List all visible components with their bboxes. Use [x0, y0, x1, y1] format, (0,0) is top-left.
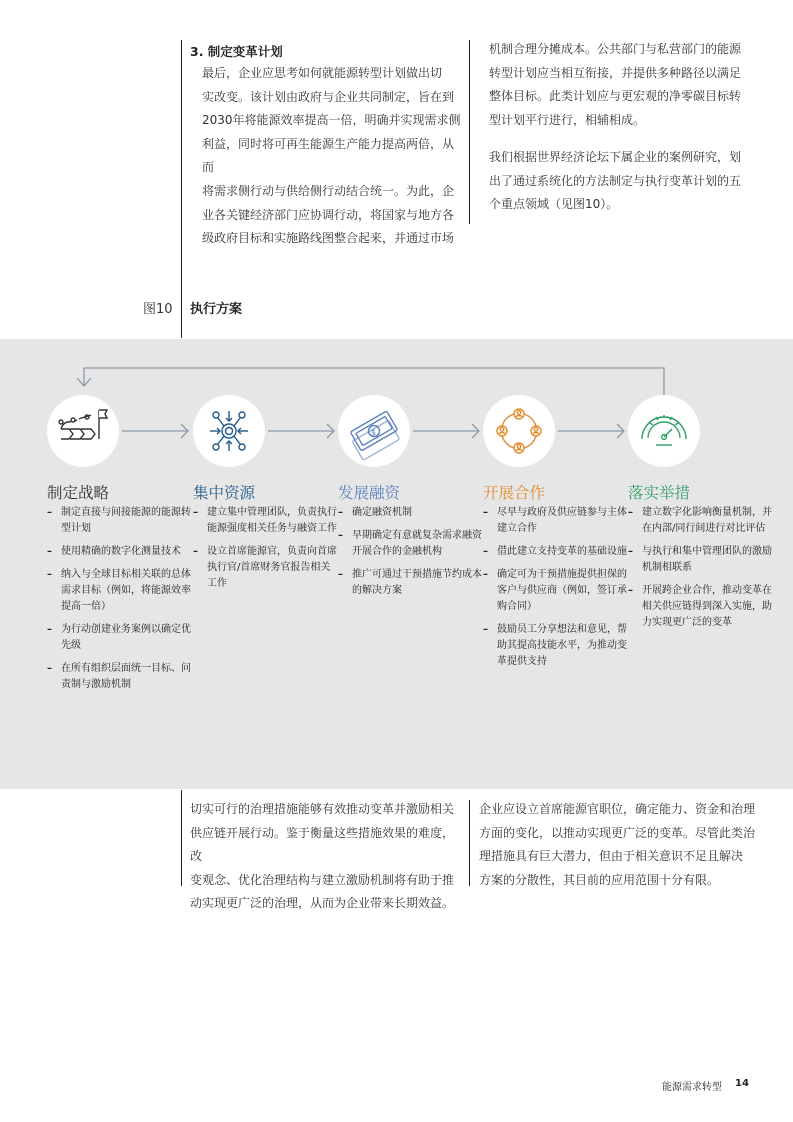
step-list — [483, 505, 628, 677]
list-item: – 建立数字化影响衡量机制，并在内部/同行间进行对比评估 — [628, 505, 773, 537]
step-implementation-circle — [628, 395, 700, 467]
step-arrow — [558, 423, 628, 439]
step-list — [47, 505, 192, 700]
figure-title: 执行方案 — [190, 302, 243, 317]
top-right-paragraph-1: 机制合理分摊成本。公共部门与私营部门的能源 转型计划应当相互衔接，并提供多种路径以满足 整体目标。此类计划应与更宏观的净零碳目标转 型计划平行进行，相辅相成。 — [489, 42, 742, 127]
list-item: – 在所有组织层面统一目标、问责制与激励机制 — [47, 661, 192, 693]
step-title: 开展合作 — [483, 484, 546, 502]
list-item: – 鼓励员工分享想法和意见，帮助其提高技能水平，为推动变革提供支持 — [483, 622, 628, 670]
step-arrow — [268, 423, 338, 439]
list-item: – 建立集中管理团队，负责执行能源强度相关任务与融资工作 — [193, 505, 338, 537]
middle-rule-bottom — [469, 800, 470, 886]
list-item: – 制定直接与间接能源的能源转型计划 — [47, 505, 192, 537]
list-item: – 推广可通过干预措施节约成本的解决方案 — [338, 567, 483, 599]
list-item: – 设立首席能源官，负责向首席执行官/首席财务官报告相关工作 — [193, 544, 338, 592]
list-item: – 确定融资机制 — [338, 505, 483, 521]
step-finance-circle — [338, 395, 410, 467]
bottom-right-paragraph: 企业应设立首席能源官职位，确定能力、资金和治理 方面的变化，以推动实现更广泛的变革。尽管此类治 理措施具有巨大潜力，但由于相关意识不足且解决 方案的分散性，其目前的应用范围十分有限。 — [479, 802, 756, 887]
list-item: – 开展跨企业合作，推动变革在相关供应链得到深入实施，助力实现更广泛的变革 — [628, 583, 773, 631]
left-rule-top — [181, 40, 182, 338]
bottom-left-paragraph: 切实可行的治理措施能够有效推动变革并激励相关 供应链开展行动。鉴于衡量这些措施效果的难度，改 变观念、优化治理结构与建立激励机制将有助于推 动实现更广泛的治理，从而为企业带来长期效益。 — [190, 802, 455, 911]
page-number: 14 — [735, 1078, 749, 1089]
list-item: – 借此建立支持变革的基础设施 — [483, 544, 628, 560]
list-item: – 为行动创建业务案例以确定优先级 — [47, 622, 192, 654]
figure-label: 图10 — [143, 302, 173, 317]
section-heading: 3. 制定变革计划 — [190, 44, 283, 59]
hub-network-icon — [193, 395, 265, 467]
top-right-paragraph-2: 我们根据世界经济论坛下属企业的案例研究，划 出了通过系统化的方法制定与执行变革计划的五 个重点领域（见图10）。 — [489, 150, 742, 212]
list-item: – 纳入与全球目标相关联的总体需求目标（例如，将能源效率提高一倍） — [47, 567, 192, 615]
step-arrow — [122, 423, 192, 439]
step-title: 集中资源 — [193, 484, 256, 502]
step-title: 落实举措 — [628, 484, 691, 502]
step-list — [338, 505, 483, 606]
middle-rule-top — [469, 40, 470, 224]
step-resources-circle — [193, 395, 265, 467]
list-item: – 早期确定有意就复杂需求融资开展合作的金融机构 — [338, 528, 483, 560]
step-arrow — [413, 423, 483, 439]
strategy-flag-icon — [47, 395, 119, 467]
list-item: – 确定可为干预措施提供担保的客户与供应商（例如，签订承购合同） — [483, 567, 628, 615]
list-item: – 尽早与政府及供应链参与主体建立合作 — [483, 505, 628, 537]
list-item: – 与执行和集中管理团队的激励机制相联系 — [628, 544, 773, 576]
gauge-meter-icon — [628, 395, 700, 467]
step-title: 制定战略 — [47, 484, 110, 502]
collaboration-people-icon — [483, 395, 555, 467]
loop-back-arrow — [0, 339, 793, 399]
left-rule-bottom — [181, 790, 182, 886]
step-title: 发展融资 — [338, 484, 401, 502]
step-strategy-circle — [47, 395, 119, 467]
money-icon — [338, 395, 410, 467]
svg-text:$: $ — [371, 428, 377, 437]
top-left-paragraph: 最后，企业应思考如何就能源转型计划做出切 实改变。该计划由政府与企业共同制定，旨在到 2030年将能源效率提高一倍，明确并实现需求侧 利益，同时将可再生能源生产能力提高两倍，从而 将需求侧行动与供给侧行动结合统一。为此，企 业各关键经济部门应协调行动，将国家与地方各 级政府目标和实施路线图整合起来，并通过市场 — [202, 66, 461, 246]
step-list — [628, 505, 773, 638]
list-item: – 使用精确的数字化测量技术 — [47, 544, 192, 560]
step-list — [193, 505, 338, 599]
step-collaboration-circle — [483, 395, 555, 467]
footer-title: 能源需求转型 — [662, 1082, 722, 1093]
